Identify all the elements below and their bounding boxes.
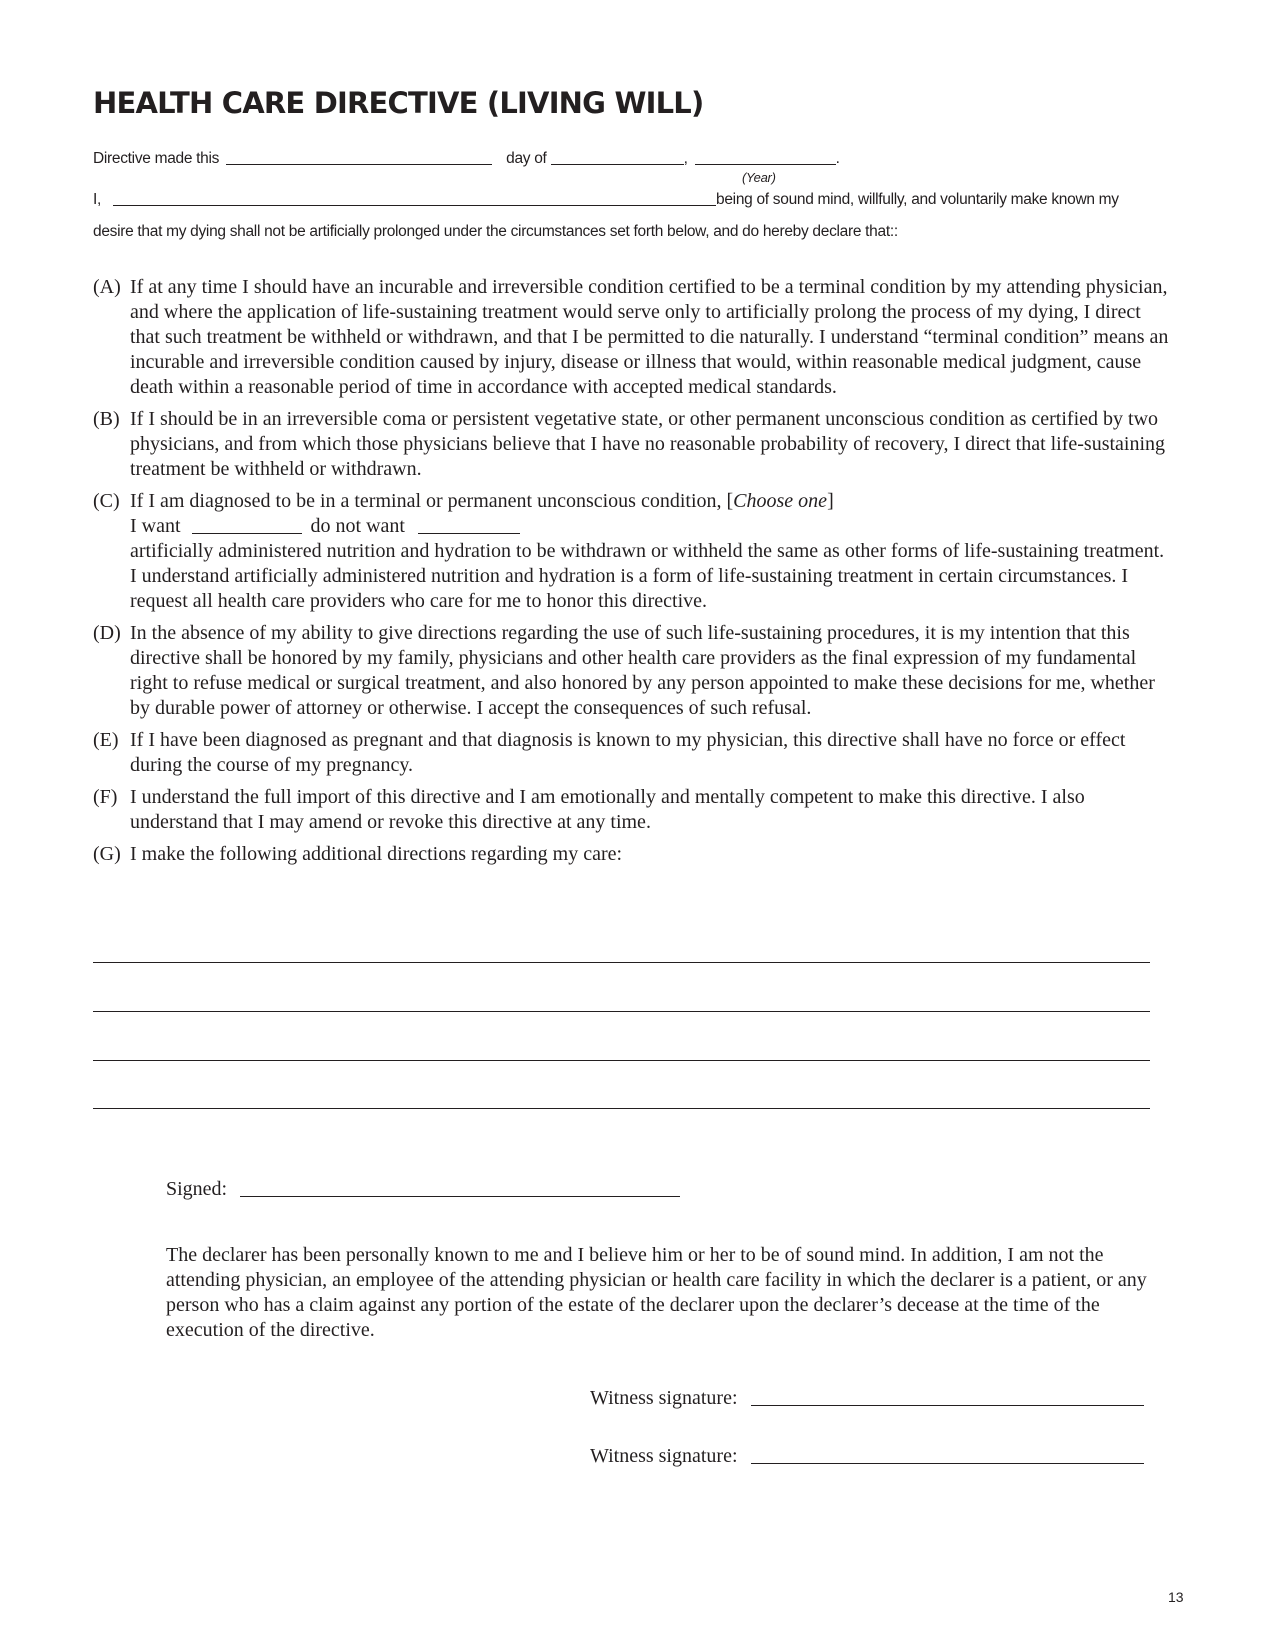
witness-attestation	[166, 1243, 1166, 1343]
choose-one-instruction: Choose one	[733, 490, 828, 512]
witness-signature-label: Witness signature:	[590, 1445, 738, 1467]
additional-directions-line-4[interactable]	[93, 1108, 1150, 1109]
clause-text: In the absence of my ability to give directions regarding the use of such life-sustaining procedures, it is my intention that this directive shall be honored by my family, physicians and other health care providers as the final expression of my fundamental right to refuse medical or surgical treatment, and also honored by any person appointed to make these decisions for me, whether by durable power of attorney or otherwise. I accept the consequences of such refusal.	[130, 622, 1155, 719]
attestation-text: The declarer has been personally known to me and I believe him or her to be of sound mind. In addition, I am not the attending physician, an employee of the attending physician or health care facility in which the declarer is a patient, or any person who has a claim against any portion of the estate of the declarer upon the declarer’s decease at the time of the execution of the directive.	[166, 1244, 1147, 1341]
signed-label: Signed:	[166, 1178, 228, 1200]
clause-label: (D)	[93, 622, 121, 644]
want-label: I want	[130, 515, 181, 537]
clause-label: (G)	[93, 843, 121, 865]
clause-label: (E)	[93, 729, 119, 751]
clause-f	[93, 785, 1173, 835]
declarant-name-field[interactable]	[113, 204, 716, 206]
directive-date-row	[93, 150, 840, 168]
declarant-signature-row	[166, 1177, 680, 1202]
additional-directions-line-2[interactable]	[93, 1011, 1150, 1012]
page-number: 13	[1168, 1589, 1184, 1605]
nutrition-choice-row	[130, 514, 1173, 539]
close-bracket: ]	[827, 490, 834, 512]
clause-g	[93, 842, 1173, 867]
sound-mind-text: being of sound mind, willfully, and voluntarily make known my	[716, 191, 1119, 208]
clause-text: If I have been diagnosed as pregnant and that diagnosis is known to my physician, this directive shall have no force or effect during the course of my pregnancy.	[130, 729, 1126, 776]
clause-text: If I should be in an irreversible coma or persistent vegetative state, or other permanent unconscious condition as certified by two physicians, and from which those physicians believe that I have no reasonable probability of recovery, I direct that life-sustaining treatment be withheld or withdrawn.	[130, 408, 1166, 480]
clause-d	[93, 621, 1173, 721]
day-of-label: day of	[506, 150, 547, 167]
clause-text: If at any time I should have an incurable and irreversible condition certified to be a terminal condition by my attending physician, and where the application of life-sustaining treatment would serve only to artificially prolong the process of my dying, I direct that such treatment be withheld or withdrawn, and that I be permitted to die naturally. I understand “terminal condition” means an incurable and irreversible condition caused by injury, disease or illness that would, within reasonable medical judgment, cause death within a reasonable period of time in accordance with accepted medical standards.	[130, 276, 1169, 398]
clause-label: (A)	[93, 276, 121, 298]
clause-text: If I am diagnosed to be in a terminal or permanent unconscious condition, [	[130, 490, 734, 512]
period: .	[835, 150, 840, 167]
clause-b	[93, 407, 1173, 482]
clause-a	[93, 275, 1173, 400]
day-field[interactable]	[226, 163, 492, 165]
witness-signature-row-1	[590, 1386, 1144, 1411]
desire-text: desire that my dying shall not be artificially prolonged under the circumstances set forth below, and do hereby declare that::	[93, 223, 898, 240]
witness-signature-field-2[interactable]	[751, 1462, 1144, 1464]
do-not-want-field[interactable]	[418, 532, 520, 534]
year-field[interactable]	[695, 163, 836, 165]
year-caption: (Year)	[742, 170, 776, 185]
witness-signature-row-2	[590, 1444, 1144, 1469]
additional-directions-line-3[interactable]	[93, 1060, 1150, 1061]
i-label: I,	[93, 191, 102, 208]
clause-label: (B)	[93, 408, 120, 430]
clause-label: (C)	[93, 490, 120, 512]
clause-text: I understand the full import of this directive and I am emotionally and mentally competent to make this directive. I also understand that I may amend or revoke this directive at any time.	[130, 786, 1085, 833]
page-title: HEALTH CARE DIRECTIVE (LIVING WILL)	[93, 86, 704, 120]
month-field[interactable]	[551, 163, 684, 165]
do-not-want-label: do not want	[310, 515, 405, 537]
declarant-signature-field[interactable]	[240, 1195, 680, 1197]
clause-label: (F)	[93, 786, 118, 808]
want-field[interactable]	[192, 532, 302, 534]
declarant-name-row	[93, 191, 1119, 209]
witness-signature-label: Witness signature:	[590, 1387, 738, 1409]
additional-directions-line-1[interactable]	[93, 962, 1150, 963]
directive-made-this-label: Directive made this	[93, 150, 220, 167]
clause-e	[93, 728, 1173, 778]
clause-text: I make the following additional directions regarding my care:	[130, 843, 623, 865]
witness-signature-field-1[interactable]	[751, 1404, 1144, 1406]
clause-c	[93, 489, 1173, 614]
comma: ,	[683, 150, 688, 167]
clause-text-wrapper	[130, 489, 1173, 514]
clause-continuation: artificially administered nutrition and hydration to be withdrawn or withheld the same as other forms of life-sustaining treatment. I understand artificially administered nutrition and hydration is a form of life-sustaining treatment in certain circumstances. I request all health care providers who care for me to honor this directive.	[130, 540, 1165, 612]
clauses-list	[93, 275, 1173, 874]
